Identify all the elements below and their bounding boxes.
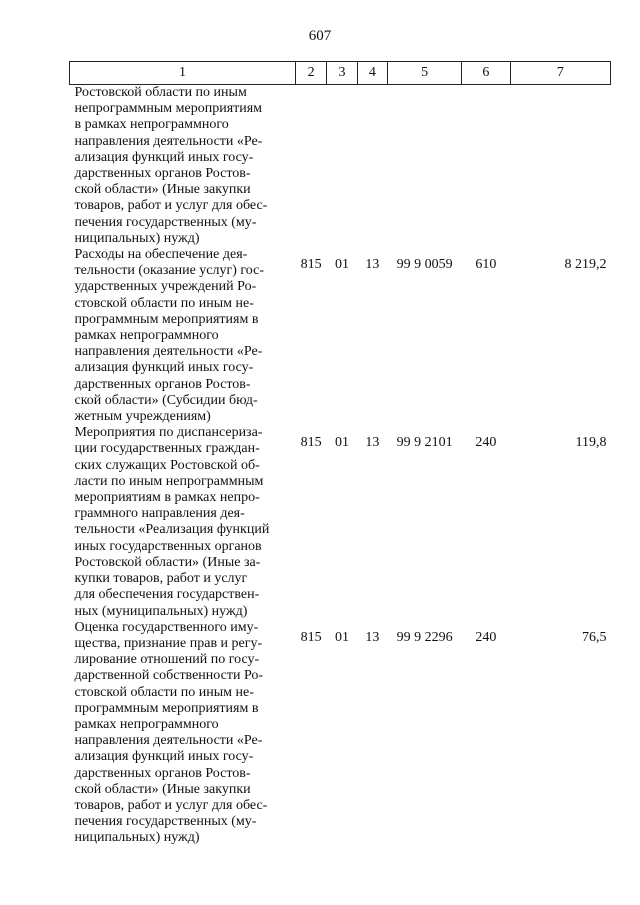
expense-type-code: 610 <box>475 257 497 273</box>
budget-table <box>69 61 611 847</box>
description-line: ниципальных) нужд) <box>74 830 200 846</box>
amount-value: 8 219,2 <box>564 257 607 273</box>
description-line: тельности (оказание услуг) гос- <box>74 263 264 279</box>
expense-description <box>70 85 296 248</box>
description-line: в рамках непрограммного <box>74 117 229 133</box>
table-row <box>70 247 611 425</box>
description-line: стовской области по иным не- <box>74 295 254 311</box>
page-number: 607 <box>308 28 332 44</box>
description-line: ализация функций иных госу- <box>74 749 254 765</box>
subsection-code <box>357 85 387 248</box>
subsection-code: 13 <box>365 629 380 645</box>
description-line: дарственных органов Ростов- <box>74 166 251 182</box>
table-row <box>70 85 611 248</box>
description-line: жетным учреждениям) <box>74 409 211 425</box>
description-line: лирование отношений по госу- <box>74 652 260 668</box>
description-line: ской области» (Иные закупки <box>74 781 251 797</box>
column-header: 2 <box>295 62 326 85</box>
description-line: Ростовской области» (Иные за- <box>74 554 261 570</box>
description-line: непрограммным мероприятиям <box>74 101 263 117</box>
column-header: 1 <box>70 62 296 85</box>
amount-value <box>510 85 610 248</box>
table-row <box>70 425 611 619</box>
table-body <box>70 85 611 847</box>
section-code: 01 <box>335 435 350 451</box>
ministry-code: 815 <box>300 435 322 451</box>
description-line: печения государственных (му- <box>74 214 257 230</box>
description-line: ласти по иным непрограммным <box>74 473 264 489</box>
column-header: 3 <box>327 62 357 85</box>
description-line: ских служащих Ростовской об- <box>74 457 260 473</box>
amount-value: 119,8 <box>575 435 607 451</box>
column-header: 6 <box>462 62 511 85</box>
description-line: направления деятельности «Ре- <box>74 133 263 149</box>
description-line: дарственных органов Ростов- <box>74 376 251 392</box>
description-line: ской области» (Иные закупки <box>74 182 251 198</box>
description-line: ализация функций иных госу- <box>74 360 254 376</box>
description-line: ализация функций иных госу- <box>74 149 254 165</box>
description-line: направления деятельности «Ре- <box>74 344 263 360</box>
section-code: 01 <box>335 257 350 273</box>
target-article-code: 99 9 0059 <box>396 257 453 273</box>
target-article-code <box>388 85 462 248</box>
expense-description <box>70 247 296 425</box>
description-line: тельности «Реализация функций <box>74 522 270 538</box>
description-line: Ростовской области по иным <box>74 85 247 100</box>
description-line: ударственных учреждений Ро- <box>74 279 257 295</box>
description-line: товаров, работ и услуг для обес- <box>74 198 268 214</box>
subsection-code: 13 <box>365 435 380 451</box>
description-line: щества, признание прав и регу- <box>74 635 263 651</box>
expense-type-code <box>462 85 511 248</box>
table-header-row <box>70 62 611 85</box>
ministry-code <box>295 85 326 248</box>
column-header: 5 <box>388 62 462 85</box>
description-line: направления деятельности «Ре- <box>74 733 263 749</box>
description-line: рамках непрограммного <box>74 716 219 732</box>
section-code: 01 <box>335 629 350 645</box>
expense-description <box>70 425 296 619</box>
description-line: программным мероприятиям в <box>74 700 259 716</box>
description-line: граммного направления дея- <box>74 506 245 522</box>
target-article-code: 99 9 2296 <box>396 629 453 645</box>
description-line: Мероприятия по диспансериза- <box>74 425 263 441</box>
expense-type-code: 240 <box>475 629 497 645</box>
description-line: дарственных органов Ростов- <box>74 765 251 781</box>
description-line: ции государственных граждан- <box>74 441 260 457</box>
ministry-code: 815 <box>300 257 322 273</box>
column-header: 4 <box>357 62 387 85</box>
description-line: ных (муниципальных) нужд) <box>74 603 248 619</box>
description-line: купки товаров, работ и услуг <box>74 571 248 587</box>
description-line: товаров, работ и услуг для обес- <box>74 797 268 813</box>
expense-type-code: 240 <box>475 435 497 451</box>
description-line: ниципальных) нужд) <box>74 230 200 246</box>
description-line: Оценка государственного иму- <box>74 619 259 635</box>
description-line: печения государственных (му- <box>74 814 257 830</box>
description-line: мероприятиям в рамках непро- <box>74 490 260 506</box>
column-header: 7 <box>510 62 610 85</box>
amount-value: 76,5 <box>582 629 607 645</box>
description-line: рамках непрограммного <box>74 328 219 344</box>
description-line: программным мероприятиям в <box>74 311 259 327</box>
table-row <box>70 620 611 847</box>
description-line: для обеспечения государствен- <box>74 587 260 603</box>
description-line: стовской области по иным не- <box>74 684 254 700</box>
ministry-code: 815 <box>300 629 322 645</box>
target-article-code: 99 9 2101 <box>396 435 453 451</box>
description-line: Расходы на обеспечение дея- <box>74 247 248 263</box>
description-line: дарственной собственности Ро- <box>74 668 264 684</box>
subsection-code: 13 <box>365 257 380 273</box>
expense-description <box>70 620 296 847</box>
description-line: иных государственных органов <box>74 538 262 554</box>
description-line: ской области» (Субсидии бюд- <box>74 392 258 408</box>
section-code <box>327 85 357 248</box>
